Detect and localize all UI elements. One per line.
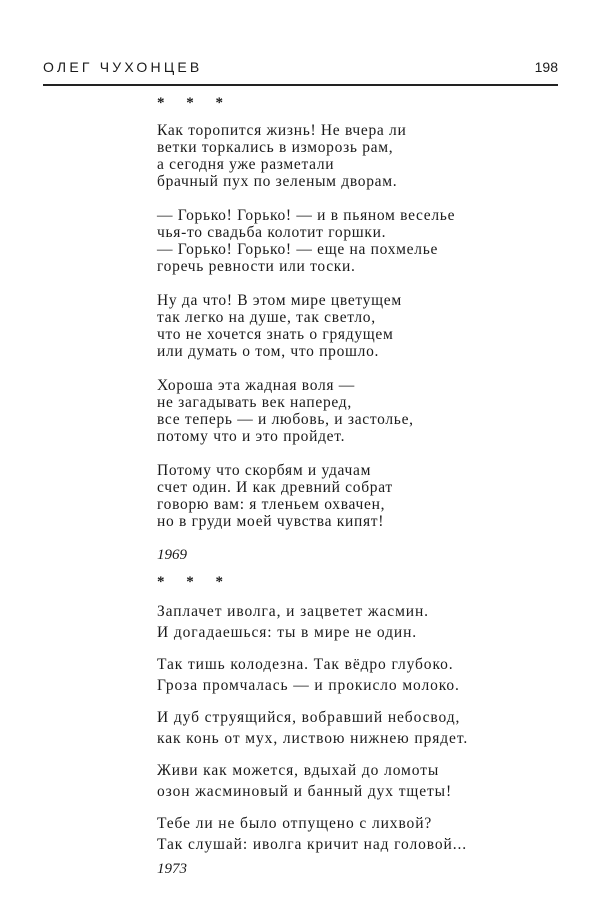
verse-line: потому что и это пройдет.	[157, 428, 346, 445]
verse-line: но в груди моей чувства кипят!	[157, 513, 385, 530]
verse-line: или думать о том, что прошло.	[157, 343, 380, 360]
header-rule	[43, 84, 558, 86]
verse-line: ветки торкались в изморозь рам,	[157, 139, 394, 156]
verse-line: Заплачет иволга, и зацветет жасмин.	[157, 603, 429, 620]
stanza	[157, 377, 455, 445]
poem-separator: * * *	[157, 95, 232, 111]
running-header	[43, 59, 558, 83]
verse-line: озон жасминовый и банный дух тщеты!	[157, 783, 453, 800]
verse-line: не загадывать век наперед,	[157, 394, 352, 411]
poem-separator: * * *	[157, 574, 232, 590]
verse-line: — Горько! Горько! — и в пьяном веселье	[157, 207, 456, 224]
verse-line: говорю вам: я тленьем охвачен,	[157, 496, 386, 513]
verse-line: Так тишь колодезна. Так вёдро глубоко.	[157, 656, 454, 673]
poem-2	[157, 574, 468, 878]
verse-line: чья-то свадьба колотит горшки.	[157, 224, 387, 241]
author-name: ОЛЕГ ЧУХОНЦЕВ	[43, 59, 203, 75]
verse-line: Так слушай: иволга кричит над головой...	[157, 836, 468, 853]
verse-line: Хороша эта жадная воля —	[157, 377, 355, 394]
verse-line: все теперь — и любовь, и застолье,	[157, 411, 414, 428]
stanza	[157, 654, 468, 696]
verse-line: Как торопится жизнь! Не вчера ли	[157, 122, 407, 139]
poem-year: 1969	[157, 547, 187, 563]
poem-1	[157, 95, 455, 564]
stanza	[157, 707, 468, 749]
stanza	[157, 462, 455, 530]
verse-line: что не хочется знать о грядущем	[157, 326, 394, 343]
stanza	[157, 813, 468, 855]
stanza	[157, 601, 468, 643]
verse-line: Живи как можется, вдыхай до ломоты	[157, 762, 440, 779]
poem-year: 1973	[157, 861, 187, 877]
verse-line: Потому что скорбям и удачам	[157, 462, 372, 479]
verse-line: так легко на душе, так светло,	[157, 309, 376, 326]
verse-line: а сегодня уже разметали	[157, 156, 335, 173]
verse-line: И дуб струящийся, вобравший небосвод,	[157, 709, 461, 726]
stanza	[157, 207, 455, 275]
stanza	[157, 292, 455, 360]
stanza	[157, 760, 468, 802]
verse-line: — Горько! Горько! — еще на похмелье	[157, 241, 439, 258]
verse-line: Тебе ли не было отпущено с лихвой?	[157, 815, 433, 832]
verse-line: Ну да что! В этом мире цветущем	[157, 292, 402, 309]
verse-line: как конь от мух, листвою нижнею прядет.	[157, 730, 469, 747]
stanza	[157, 122, 455, 190]
verse-line: горечь ревности или тоски.	[157, 258, 356, 275]
page-number: 198	[534, 59, 558, 75]
verse-line: счет один. И как древний собрат	[157, 479, 393, 496]
verse-line: Гроза промчалась — и прокисло молоко.	[157, 677, 460, 694]
verse-line: И догадаешься: ты в мире не один.	[157, 624, 418, 641]
verse-line: брачный пух по зеленым дворам.	[157, 173, 398, 190]
